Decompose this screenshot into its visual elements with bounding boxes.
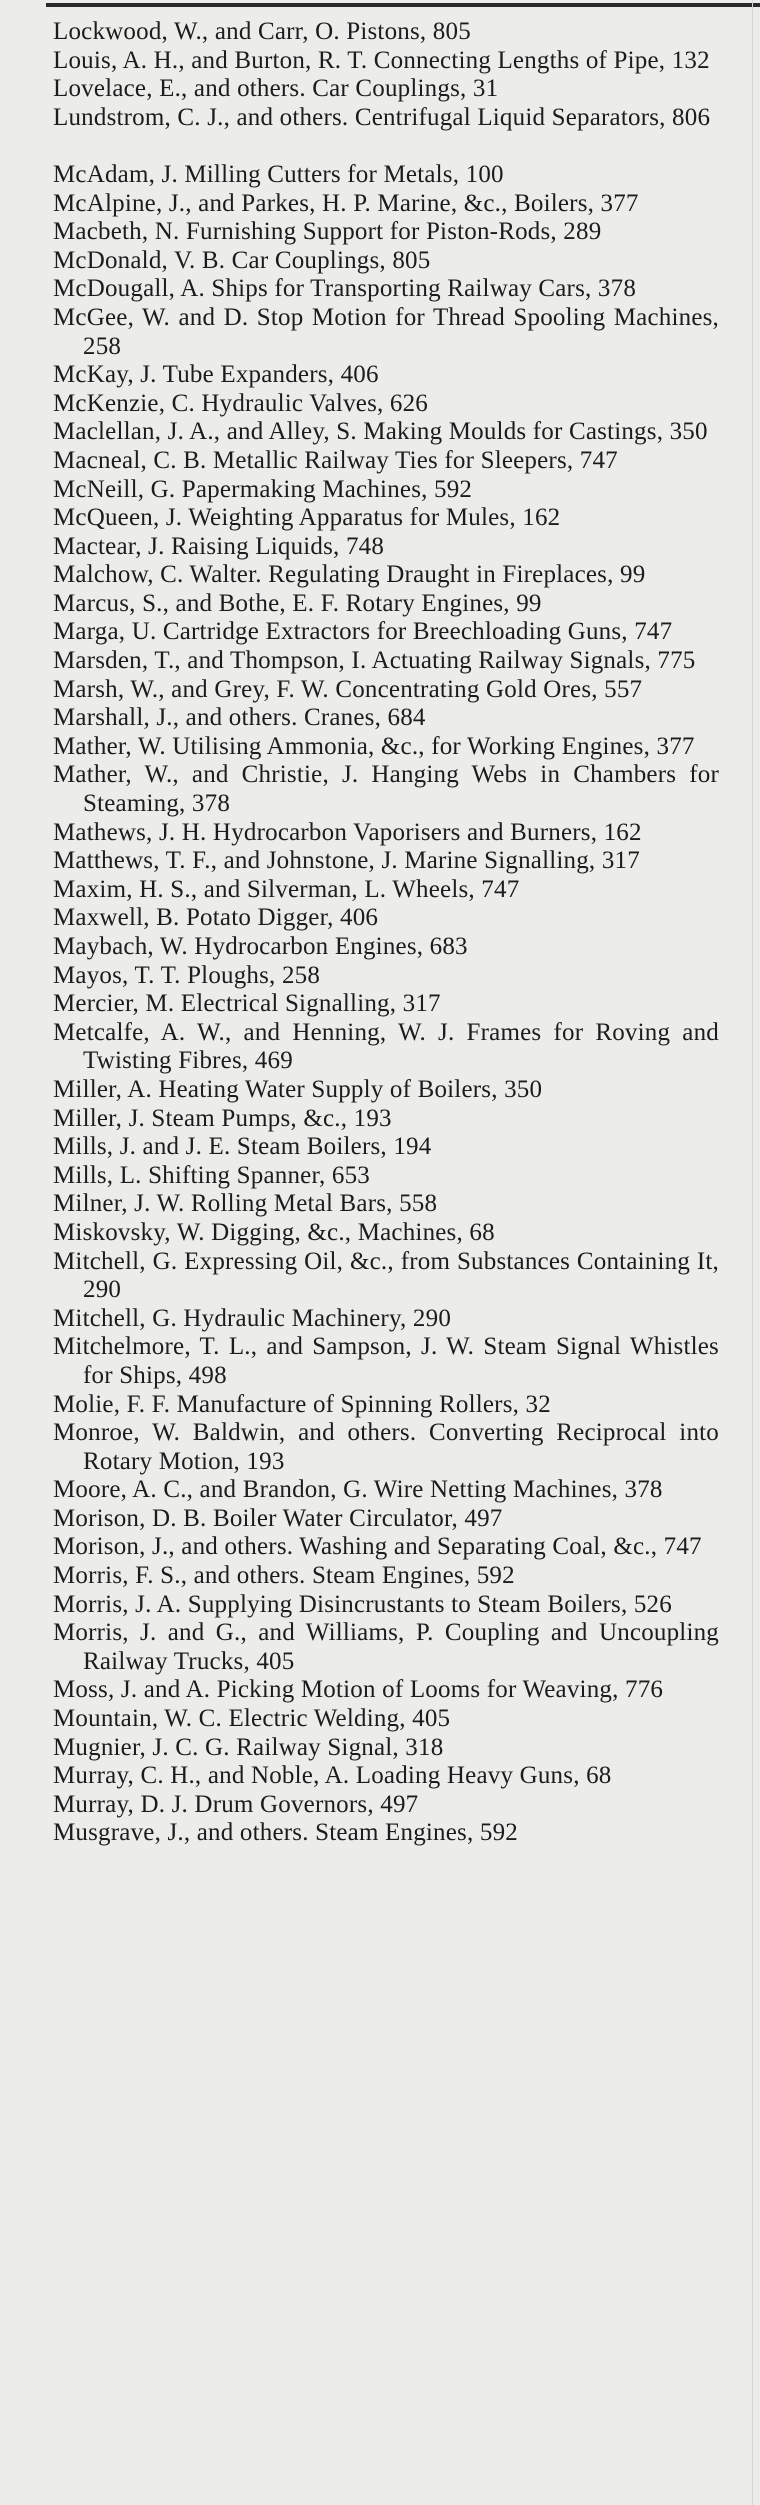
index-entry: Miskovsky, W. Digging, &c., Machines, 68: [53, 1218, 495, 1246]
index-entry: Morison, J., and others. Washing and Separating Coal, &c., 747: [53, 1533, 702, 1561]
index-entry: Miller, J. Steam Pumps, &c., 193: [53, 1104, 392, 1132]
index-entry: McQueen, J. Weighting Apparatus for Mules, 162: [53, 504, 561, 532]
index-entry: Marshall, J., and others. Cranes, 684: [53, 704, 426, 732]
index-entry: Matthews, T. F., and Johnstone, J. Marine Signalling, 317: [53, 847, 640, 875]
index-entry: Marcus, S., and Bothe, E. F. Rotary Engines, 99: [53, 589, 542, 617]
index-entry: Mather, W., and Christie, J. Hanging Webs in Chambers for Steaming, 378: [53, 761, 719, 818]
index-entry: Maclellan, J. A., and Alley, S. Making Moulds for Castings, 350: [53, 418, 708, 446]
index-entry: Lovelace, E., and others. Car Couplings, 31: [53, 75, 499, 103]
index-entry: McGee, W. and D. Stop Motion for Thread Spooling Machines, 258: [53, 303, 719, 360]
index-entry: Maxwell, B. Potato Digger, 406: [53, 904, 379, 932]
index-entry: Louis, A. H., and Burton, R. T. Connecting Lengths of Pipe, 132: [53, 46, 710, 74]
page-edge: [752, 0, 753, 2505]
index-entry: Morris, F. S., and others. Steam Engines, 592: [53, 1562, 515, 1590]
index-entry: Mitchell, G. Hydraulic Machinery, 290: [53, 1304, 452, 1332]
index-entry: Musgrave, J., and others. Steam Engines, 592: [53, 1819, 518, 1847]
index-entry: McAlpine, J., and Parkes, H. P. Marine, &c., Boilers, 377: [53, 189, 639, 217]
index-entry: Mathews, J. H. Hydrocarbon Vaporisers and Burners, 162: [53, 818, 642, 846]
index-entry: Mills, J. and J. E. Steam Boilers, 194: [53, 1133, 432, 1161]
index-entry: McDonald, V. B. Car Couplings, 805: [53, 246, 431, 274]
index-entry: Mountain, W. C. Electric Welding, 405: [53, 1705, 451, 1733]
group-spacer: [53, 132, 719, 161]
index-group-m: [53, 161, 719, 1848]
index-entry: Mitchell, G. Expressing Oil, &c., from Substances Containing It, 290: [53, 1247, 719, 1304]
index-entry: Mitchelmore, T. L., and Sampson, J. W. Steam Signal Whistles for Ships, 498: [53, 1333, 719, 1389]
index-entry: Mills, L. Shifting Spanner, 653: [53, 1161, 371, 1189]
patent-index: [53, 18, 719, 1848]
index-entry: Mactear, J. Raising Liquids, 748: [53, 532, 385, 560]
index-entry: Mugnier, J. C. G. Railway Signal, 318: [53, 1733, 444, 1761]
index-entry: Morison, D. B. Boiler Water Circulator, 497: [53, 1504, 503, 1532]
index-entry: Lundstrom, C. J., and others. Centrifugal Liquid Separators, 806: [53, 103, 711, 131]
index-entry: Murray, C. H., and Noble, A. Loading Heavy Guns, 68: [53, 1762, 612, 1790]
header-rule: [46, 3, 760, 7]
index-entry: Moore, A. C., and Brandon, G. Wire Netting Machines, 378: [53, 1476, 663, 1504]
index-entry: Marsden, T., and Thompson, I. Actuating Railway Signals, 775: [53, 647, 696, 675]
index-entry: Maxim, H. S., and Silverman, L. Wheels, 747: [53, 875, 520, 903]
index-entry: Lockwood, W., and Carr, O. Pistons, 805: [53, 18, 471, 45]
index-entry: McDougall, A. Ships for Transporting Railway Cars, 378: [53, 275, 637, 303]
index-entry: Mayos, T. T. Ploughs, 258: [53, 961, 321, 989]
index-entry: Monroe, W. Baldwin, and others. Converting Reciprocal into Rotary Motion, 193: [53, 1419, 719, 1475]
index-entry: Moss, J. and A. Picking Motion of Looms for Weaving, 776: [53, 1676, 664, 1704]
index-entry: Maybach, W. Hydrocarbon Engines, 683: [53, 933, 468, 960]
index-entry: McNeill, G. Papermaking Machines, 592: [53, 475, 473, 503]
index-entry: Metcalfe, A. W., and Henning, W. J. Frames for Roving and Twisting Fibres, 469: [53, 1018, 719, 1075]
index-entry: Morris, J. A. Supplying Disincrustants to Steam Boilers, 526: [53, 1590, 672, 1618]
index-entry: Molie, F. F. Manufacture of Spinning Rollers, 32: [53, 1390, 551, 1418]
index-entry: Marsh, W., and Grey, F. W. Concentrating Gold Ores, 557: [53, 675, 643, 703]
index-entry: Macbeth, N. Furnishing Support for Piston-Rods, 289: [53, 218, 602, 246]
index-entry: Malchow, C. Walter. Regulating Draught in Fireplaces, 99: [53, 561, 646, 589]
index-entry: Mather, W. Utilising Ammonia, &c., for Working Engines, 377: [53, 732, 695, 760]
index-entry: Morris, J. and G., and Williams, P. Coupling and Uncoupling Railway Trucks, 405: [53, 1619, 719, 1675]
index-entry: Marga, U. Cartridge Extractors for Breechloading Guns, 747: [53, 618, 673, 646]
index-entry: Milner, J. W. Rolling Metal Bars, 558: [53, 1190, 438, 1218]
index-entry: McAdam, J. Milling Cutters for Metals, 100: [53, 160, 504, 188]
index-group-l: [53, 18, 719, 132]
index-entry: Mercier, M. Electrical Signalling, 317: [53, 990, 441, 1018]
index-entry: Miller, A. Heating Water Supply of Boilers, 350: [53, 1075, 543, 1103]
index-entry: McKenzie, C. Hydraulic Valves, 626: [53, 389, 429, 417]
index-entry: Murray, D. J. Drum Governors, 497: [53, 1790, 419, 1818]
index-entry: McKay, J. Tube Expanders, 406: [53, 361, 379, 389]
index-entry: Macneal, C. B. Metallic Railway Ties for Sleepers, 747: [53, 446, 618, 474]
